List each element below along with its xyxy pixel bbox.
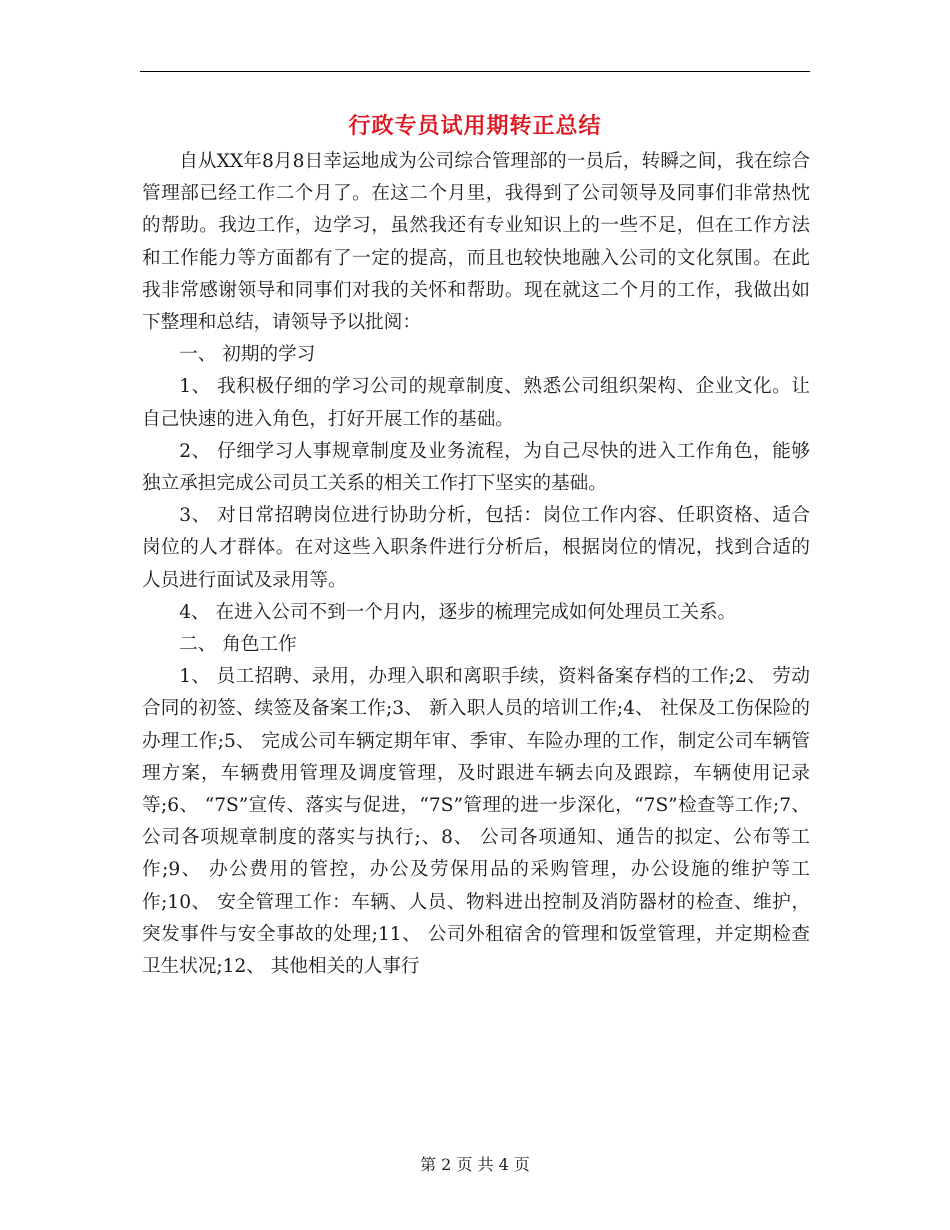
document-body: [142, 146, 810, 983]
page-footer: 第 2 页 共 4 页: [420, 1155, 530, 1174]
document-title: 行政专员试用期转正总结: [348, 113, 602, 139]
intro-paragraph: 自从XX年8月8日幸运地成为公司综合管理部的一员后，转瞬之间，我在综合管理部已经工作二个月了。在这二个月里，我得到了公司领导及同事们非常热忱的帮助。我边工作，边学习，虽然我还有专业知识上的一些不足，但在工作方法和工作能力等方面都有了一定的提高，而且也较快地融入公司的文化氛围。在此我非常感谢领导和同事们对我的关怀和帮助。现在就这二个月的工作，我做出如下整理和总结，请领导予以批阅：: [142, 151, 810, 334]
section-heading-initial-study: 一、 初期的学习: [179, 344, 316, 366]
header-rule: [140, 71, 810, 72]
list-item: 3、 对日常招聘岗位进行协助分析，包括：岗位工作内容、任职资格、适合岗位的人才群体。在对这些入职条件进行分析后，根据岗位的情况，找到合适的人员进行面试及录用等。: [142, 505, 810, 591]
list-item: 1、 我积极仔细的学习公司的规章制度、熟悉公司组织架构、企业文化。让自己快速的进入角色，打好开展工作的基础。: [142, 376, 810, 430]
role-work-paragraph: 1、 员工招聘、录用，办理入职和离职手续，资料备案存档的工作;2、 劳动合同的初签、续签及备案工作;3、 新入职人员的培训工作;4、 社保及工伤保险的办理工作;5、 完成公司车辆定期年审、季审、车险办理的工作，制定公司车辆管理方案，车辆费用管理及调度管理，及时跟进车辆去向及跟踪，车辆使用记录等;6、 “7S”宣传、落实与促进，“7S”管理的进一步深化，“7S”检查等工作;7、 公司各项规章制度的落实与执行;、8、 公司各项通知、通告的拟定、公布等工作;9、 办公费用的管控，办公及劳保用品的采购管理，办公设施的维护等工作;10、 安全管理工作：车辆、人员、物料进出控制及消防器材的检查、维护，突发事件与安全事故的处理;11、 公司外租宿舍的管理和饭堂管理，并定期检查卫生状况;12、 其他相关的人事行: [142, 666, 810, 978]
section-heading-role-work: 二、 角色工作: [179, 634, 297, 656]
list-item: 4、 在进入公司不到一个月内，逐步的梳理完成如何处理员工关系。: [179, 601, 737, 623]
list-item: 2、 仔细学习人事规章制度及业务流程，为自己尽快的进入工作角色，能够独立承担完成公司员工关系的相关工作打下坚实的基础。: [142, 440, 810, 495]
